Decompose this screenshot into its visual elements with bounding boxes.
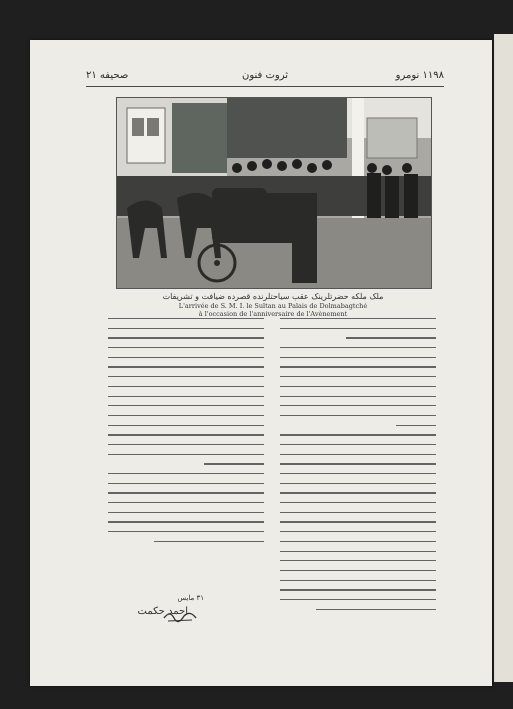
text-line xyxy=(280,599,436,600)
text-line xyxy=(280,570,436,571)
text-line xyxy=(280,434,436,435)
text-line xyxy=(108,425,264,426)
text-line xyxy=(108,492,264,493)
text-line xyxy=(108,434,264,435)
text-line xyxy=(108,328,264,329)
handwritten-signature-mark xyxy=(162,608,198,624)
text-line xyxy=(108,415,264,416)
text-line xyxy=(280,541,436,542)
text-line xyxy=(280,589,436,590)
text-line xyxy=(280,386,436,387)
caption-french-line-1: L'arrivée de S. M. I. le Sultan au Palais de Dolmabagtché xyxy=(178,302,368,310)
caption-ottoman: ملک ملکه حضرتلرینک عقب سیاحتلرنده قصرده ضیافت و تشریفات xyxy=(162,292,384,301)
text-line xyxy=(280,502,436,503)
text-line xyxy=(280,531,436,532)
text-line xyxy=(280,415,436,416)
text-line xyxy=(280,580,436,581)
text-line xyxy=(204,463,264,464)
issue-number: ۱۱۹۸ نومرو xyxy=(395,70,444,81)
text-line xyxy=(108,473,264,474)
text-line xyxy=(280,463,436,464)
text-line xyxy=(280,444,436,445)
text-line xyxy=(280,396,436,397)
text-line xyxy=(108,483,264,484)
magazine-title: ثروت فنون xyxy=(241,70,289,81)
text-line xyxy=(108,318,264,319)
text-line xyxy=(108,512,264,513)
text-line xyxy=(396,425,436,426)
text-line xyxy=(108,376,264,377)
text-line xyxy=(280,492,436,493)
page-number: صحیفه ۲۱ xyxy=(86,70,129,81)
text-line xyxy=(108,396,264,397)
procession-photograph xyxy=(116,97,432,289)
text-line xyxy=(280,405,436,406)
text-line xyxy=(108,347,264,348)
text-line xyxy=(108,531,264,532)
text-line xyxy=(280,512,436,513)
text-line xyxy=(280,366,436,367)
adjacent-page-edge xyxy=(494,34,513,682)
text-line xyxy=(316,609,436,610)
article-date: ۳۱ مایس xyxy=(177,594,204,602)
text-line xyxy=(280,318,436,319)
author-name: احمد حکمت xyxy=(137,606,188,617)
text-column-right xyxy=(280,318,436,618)
text-line xyxy=(108,337,264,338)
text-line xyxy=(108,454,264,455)
photo-illustration xyxy=(117,98,431,288)
page-header xyxy=(86,70,444,84)
text-line xyxy=(280,454,436,455)
photo-caption xyxy=(110,291,436,318)
text-line xyxy=(108,521,264,522)
text-line xyxy=(280,357,436,358)
caption-french-line-2: à l'occasion de l'anniversaire de l'Avènement xyxy=(198,310,348,318)
text-line xyxy=(280,328,436,329)
text-line xyxy=(280,560,436,561)
text-line xyxy=(108,357,264,358)
text-line xyxy=(108,405,264,406)
text-line xyxy=(280,521,436,522)
text-line xyxy=(154,541,264,542)
text-line xyxy=(280,376,436,377)
text-line xyxy=(108,502,264,503)
text-line xyxy=(280,483,436,484)
text-column-left xyxy=(108,318,264,551)
text-line xyxy=(108,366,264,367)
text-line xyxy=(108,444,264,445)
text-line xyxy=(280,347,436,348)
text-line xyxy=(346,337,436,338)
text-line xyxy=(280,551,436,552)
text-line xyxy=(108,386,264,387)
header-rule xyxy=(86,86,444,87)
text-line xyxy=(280,473,436,474)
